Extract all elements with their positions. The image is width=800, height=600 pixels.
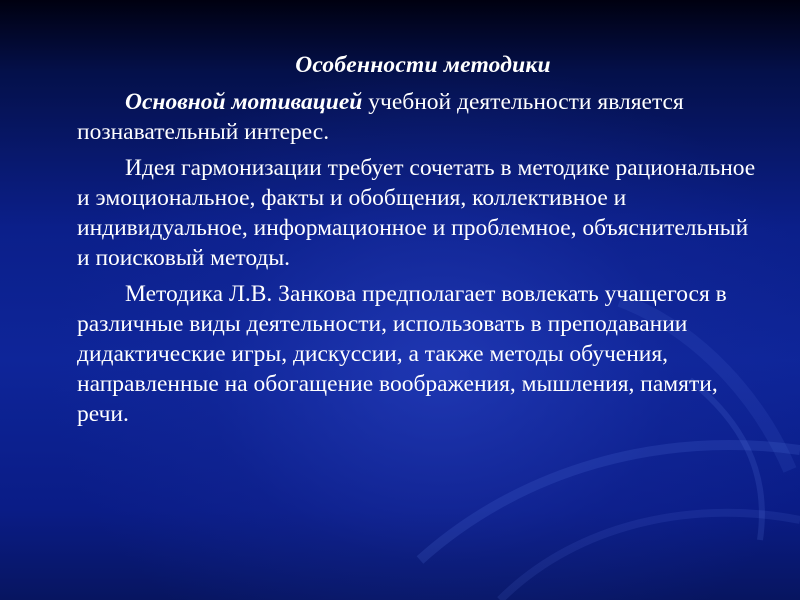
slide-title: Особенности методики: [295, 52, 551, 78]
paragraph-motivation: [77, 87, 757, 147]
emphasis-text: Основной мотивацией: [125, 89, 363, 115]
paragraph-motivation-text: учебной деятельности является познавательный интерес.: [77, 89, 684, 145]
slide-content: [77, 50, 757, 435]
paragraph-zankov-method: Методика Л.В. Занкова предполагает вовлекать учащегося в различные виды деятельности, использовать в преподавании дидактические игры, дискуссии, а также методы обучения, направленные на обогащение воображения, мышления, памяти, речи.: [77, 281, 727, 427]
paragraph-harmonization: Идея гармонизации требует сочетать в методике рациональное и эмоциональное, факты и обобщения, коллективное и индивидуальное, информационное и проблемное, объяснительный и поисковый методы.: [77, 155, 756, 271]
